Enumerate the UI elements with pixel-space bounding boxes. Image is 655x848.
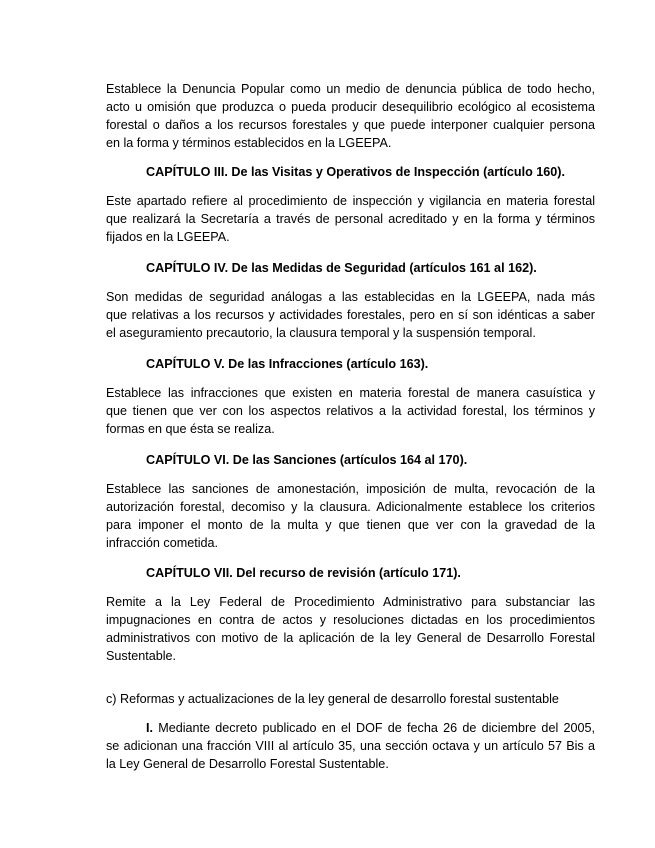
chapter-4-paragraph <box>106 288 595 342</box>
chapter-4-heading: CAPÍTULO IV. De las Medidas de Seguridad (artículos 161 al 162). <box>146 261 537 275</box>
paragraph-line: Establece las sanciones de amonestación, imposición de multa, revocación de la <box>106 482 595 496</box>
paragraph-line: Son medidas de seguridad análogas a las establecidas en la LGEEPA, nada más <box>106 290 595 304</box>
paragraph-line: se adicionan una fracción VIII al artículo 35, una sección octava y un artículo 57 Bis a <box>106 739 595 753</box>
paragraph-line: forestal o daños a los recursos forestales y que puede interponer cualquier persona <box>106 118 595 132</box>
chapter-3-heading: CAPÍTULO III. De las Visitas y Operativos de Inspección (artículo 160). <box>146 165 565 179</box>
paragraph-line: Establece las infracciones que existen en materia forestal de manera casuística y <box>106 386 595 400</box>
paragraph-line: administrativos con motivo de la aplicación de la ley General de Desarrollo Forestal <box>106 631 595 645</box>
chapter-7-paragraph <box>106 593 595 665</box>
paragraph-line: infracción cometida. <box>106 536 218 550</box>
chapter-6-paragraph <box>106 480 595 552</box>
paragraph-line: que relativas a los recursos y actividades forestales, pero en sí son idénticas a saber <box>106 308 595 322</box>
paragraph-line: impugnaciones en contra de actos y resoluciones dictadas en los procedimientos <box>106 613 595 627</box>
paragraph-line: que realizará la Secretaría a través de personal acreditado y en la forma y términos <box>106 212 595 226</box>
item-marker: I. <box>146 721 153 735</box>
chapter-3-paragraph <box>106 192 595 246</box>
paragraph-line: en la forma y términos establecidos en la LGEEPA. <box>106 136 392 150</box>
paragraph-line: formas en que ésta se realiza. <box>106 422 275 436</box>
paragraph-line: Remite a la Ley Federal de Procedimiento Administrativo para substanciar las <box>106 595 595 609</box>
chapter-6-heading: CAPÍTULO VI. De las Sanciones (artículos 164 al 170). <box>146 453 468 467</box>
intro-paragraph <box>106 80 595 152</box>
paragraph-line: la Ley General de Desarrollo Forestal Sustentable. <box>106 757 389 771</box>
paragraph-line: que tienen que ver con los aspectos relativos a la actividad forestal, los términos y <box>106 404 595 418</box>
chapter-7-heading: CAPÍTULO VII. Del recurso de revisión (artículo 171). <box>146 566 461 580</box>
paragraph-line: fijados en la LGEEPA. <box>106 230 230 244</box>
section-c-title: c) Reformas y actualizaciones de la ley general de desarrollo forestal sustentable <box>106 692 559 706</box>
chapter-5-heading: CAPÍTULO V. De las Infracciones (artículo 163). <box>146 357 429 371</box>
paragraph-line: Sustentable. <box>106 649 177 663</box>
paragraph-line: Establece la Denuncia Popular como un medio de denuncia pública de todo hecho, <box>106 82 595 96</box>
paragraph-line: para imponer el monto de la multa y que tienen que ver con la gravedad de la <box>106 518 595 532</box>
paragraph-line: Este apartado refiere al procedimiento de inspección y vigilancia en materia forestal <box>106 194 595 208</box>
paragraph-line: autorización forestal, decomiso y la clausura. Adicionalmente establece los criterios <box>106 500 595 514</box>
item-first-line-text: Mediante decreto publicado en el DOF de fecha 26 de diciembre del 2005, <box>153 721 595 735</box>
paragraph-line-first <box>106 719 595 737</box>
paragraph-line: el aseguramiento precautorio, la clausura temporal y la suspensión temporal. <box>106 326 536 340</box>
chapter-5-paragraph <box>106 384 595 438</box>
item-1-paragraph <box>106 719 595 773</box>
paragraph-line: acto u omisión que produzca o pueda producir desequilibrio ecológico al ecosistema <box>106 100 595 114</box>
